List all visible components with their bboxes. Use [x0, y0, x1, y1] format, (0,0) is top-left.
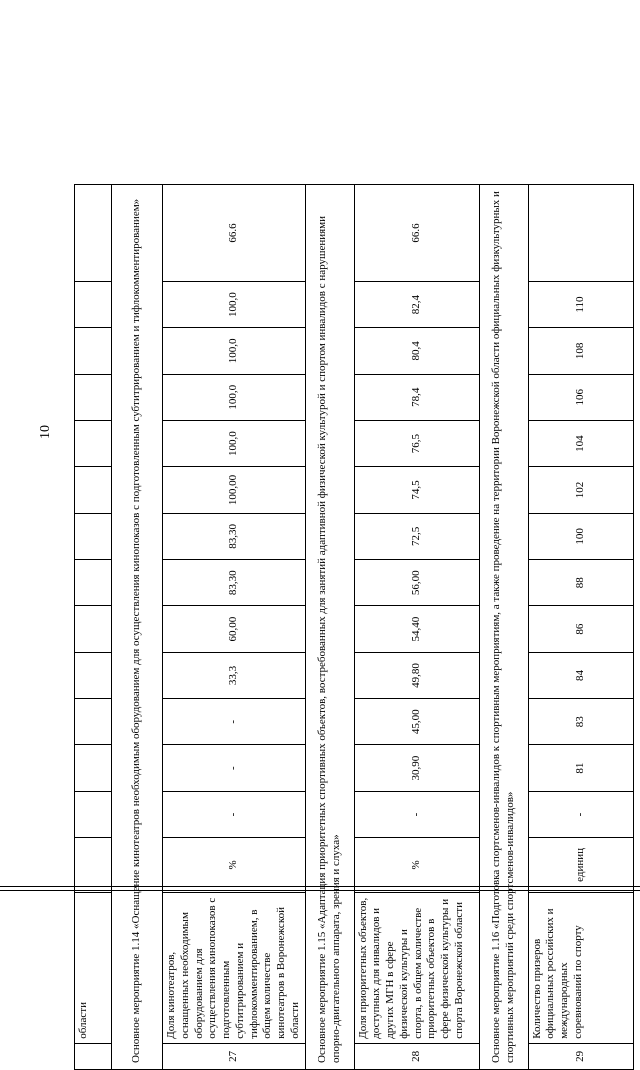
value-cell: 100	[528, 513, 633, 559]
value-cell: 110	[528, 281, 633, 327]
value-cell: 100,0	[163, 328, 306, 374]
value-cell: -	[354, 791, 479, 837]
value-cell: -	[163, 745, 306, 791]
value-cell: 86	[528, 606, 633, 652]
section-row-1-15	[305, 185, 354, 1070]
value-cell: 83,30	[163, 560, 306, 606]
value-cell: 72,5	[354, 513, 479, 559]
value-cell: -	[528, 791, 633, 837]
value-cell: 83	[528, 699, 633, 745]
value-cell: 56,00	[354, 560, 479, 606]
value-cell: 78,4	[354, 374, 479, 420]
value-cell: 82,4	[354, 281, 479, 327]
value-cell: 76,5	[354, 420, 479, 466]
value-cell: 88	[528, 560, 633, 606]
table-row	[528, 185, 633, 1070]
value-cell: 60,00	[163, 606, 306, 652]
value-cell: 80,4	[354, 328, 479, 374]
value-cell: -	[163, 791, 306, 837]
value-cell: 74,5	[354, 467, 479, 513]
section-title-1-16: Основное мероприятие 1.16 «Подготовка спортсменов-инвалидов к спортивным мероприятиям, а также проведение на территории Воронежской области официальных физкультурных и спортивных мероприятий среди спортсменов-инвалидов»	[479, 185, 528, 1070]
header-region-cell: области	[75, 892, 112, 1043]
section-row-1-14	[112, 185, 163, 1070]
section-row-1-16	[479, 185, 528, 1070]
indicator-name: Количество призеров официальных российских и международных соревнований по спорту	[528, 892, 633, 1043]
rotated-table-container	[74, 184, 610, 1070]
last-value-cell	[528, 185, 633, 282]
value-cell: 104	[528, 420, 633, 466]
unit: %	[354, 838, 479, 892]
value-cell: 30,90	[354, 745, 479, 791]
indicator-name: Доля приоритетных объектов, доступных для инвалидов и других МГН в сфере физической культуры и спорта, в общем количестве приоритетных объектов в сфере физической культуры и спорта Воронежской области	[354, 892, 479, 1043]
table-row	[163, 185, 306, 1070]
value-cell: 49,80	[354, 652, 479, 698]
row-number: 27	[163, 1043, 306, 1069]
row-number: 28	[354, 1043, 479, 1069]
section-title-1-15: Основное мероприятие 1.15 «Адаптация приоритетных спортивных объектов, востребованных для занятий адаптивной физической культурой и спортом инвалидов с нарушениями опорно-двигательного аппарата, зрения и слуха»	[305, 185, 354, 1070]
value-cell: 100,00	[163, 467, 306, 513]
page-number: 10	[38, 425, 53, 439]
value-cell: 54,40	[354, 606, 479, 652]
value-cell: 106	[528, 374, 633, 420]
value-cell: 45,00	[354, 699, 479, 745]
table-top-row	[75, 185, 112, 1070]
value-cell: 33,3	[163, 652, 306, 698]
section-title-1-14: Основное мероприятие 1.14 «Оснащение кинотеатров необходимым оборудованием для осуществления кинопоказов с подготовленным субтитрированием и тифлокомментированием»	[112, 185, 163, 1070]
indicator-name: Доля кинотеатров, оснащенных необходимым оборудованием для осуществления кинопоказов с подготовленным субтитрированием и тифлокомментированием, в общем количестве кинотеатров в Воронежской области	[163, 892, 306, 1043]
value-cell: 108	[528, 328, 633, 374]
row-number: 29	[528, 1043, 633, 1069]
last-value-cell: 66.6	[163, 185, 306, 282]
value-cell: 100,0	[163, 420, 306, 466]
value-cell: 100,0	[163, 374, 306, 420]
table-row	[354, 185, 479, 1070]
value-cell: -	[163, 699, 306, 745]
unit: %	[163, 838, 306, 892]
value-cell: 84	[528, 652, 633, 698]
value-cell: 102	[528, 467, 633, 513]
value-cell: 81	[528, 745, 633, 791]
indicators-table	[74, 184, 634, 1070]
last-value-cell: 66.6	[354, 185, 479, 282]
unit: единиц	[528, 838, 633, 892]
cell-empty	[75, 1043, 112, 1069]
value-cell: 100,0	[163, 281, 306, 327]
value-cell: 83,30	[163, 513, 306, 559]
